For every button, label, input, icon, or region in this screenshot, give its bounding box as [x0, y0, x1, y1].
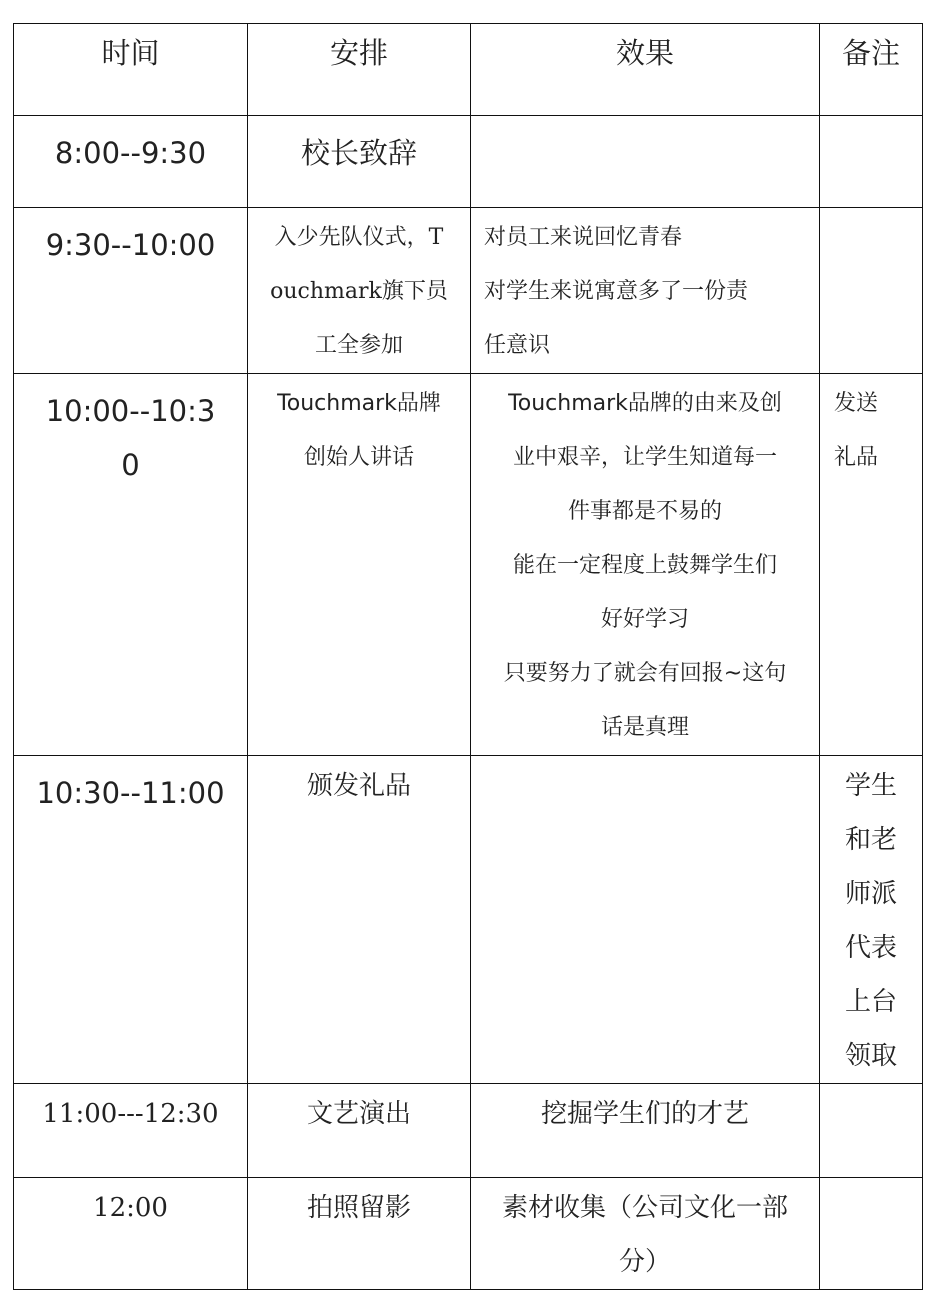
schedule-table: [13, 23, 923, 1290]
header-arrangement: 安排: [248, 24, 471, 116]
effect-line: 素材收集（公司文化一部: [501, 1193, 788, 1223]
note-char: 送: [856, 391, 879, 416]
time-text: 12:00: [93, 1193, 168, 1223]
note-char: 发: [834, 391, 857, 416]
time-text: 11:00---12:30: [42, 1099, 219, 1129]
time-line: 0: [121, 448, 140, 482]
effect-line: 对学生来说寓意多了一份责: [484, 279, 749, 304]
note-line: 代表: [844, 933, 897, 963]
table-row: [14, 116, 923, 208]
effect-cell: [471, 1084, 820, 1178]
effect-line: 能在一定程度上鼓舞学生们: [512, 553, 777, 578]
time-cell: [14, 1178, 248, 1290]
note-cell: [820, 208, 923, 374]
effect-line: 件事都是不易的: [567, 499, 722, 524]
arrangement-cell: [248, 1084, 471, 1178]
effect-line: 挖掘学生们的才艺: [540, 1099, 749, 1129]
note-cell: [820, 1084, 923, 1178]
arrangement-cell: [248, 1178, 471, 1290]
effect-cell: [471, 374, 820, 756]
table-header-row: [14, 24, 923, 116]
effect-cell: [471, 756, 820, 1084]
time-cell: [14, 116, 248, 208]
note-line: 领取: [844, 1041, 897, 1071]
table-row: [14, 1178, 923, 1290]
time-cell: [14, 374, 248, 756]
time-cell: [14, 1084, 248, 1178]
arrangement-line: 入少先队仪式，T: [274, 225, 444, 250]
header-time: 时间: [14, 24, 248, 116]
arrangement-cell: [248, 208, 471, 374]
effect-line: 对员工来说回忆青春: [484, 225, 683, 250]
note-line: 礼品: [834, 445, 879, 470]
note-cell: [820, 374, 923, 756]
arrangement-text: 拍照留影: [306, 1193, 411, 1223]
table-row: [14, 756, 923, 1084]
note-cell: [820, 756, 923, 1084]
time-cell: [14, 756, 248, 1084]
arrangement-cell: [248, 116, 471, 208]
schedule-sheet: [13, 23, 923, 1290]
arrangement-text: 文艺演出: [306, 1099, 411, 1129]
arrangement-cell: [248, 756, 471, 1084]
table-row: [14, 374, 923, 756]
arrangement-text: 校长致辞: [300, 136, 417, 170]
header-note: 备注: [820, 24, 923, 116]
effect-line: 任意识: [484, 333, 551, 358]
table-row: [14, 208, 923, 374]
note-line: 上台: [844, 987, 897, 1017]
effect-cell: [471, 208, 820, 374]
time-text: 8:00--9:30: [54, 136, 207, 170]
table-row: [14, 1084, 923, 1178]
arrangement-line: Touchmark品牌: [277, 391, 441, 416]
effect-cell: [471, 116, 820, 208]
effect-line: 业中艰辛，让学生知道每一: [512, 445, 777, 470]
time-text: 10:30--11:00: [36, 776, 225, 810]
time-cell: [14, 208, 248, 374]
note-line: 学生: [844, 771, 897, 801]
time-text: 9:30--10:00: [45, 228, 216, 262]
note-line: 师派: [844, 879, 897, 909]
arrangement-text: 颁发礼品: [306, 771, 411, 801]
effect-line: 只要努力了就会有回报~这句: [503, 661, 787, 686]
arrangement-line: 创始人讲话: [303, 445, 414, 470]
header-effect: 效果: [471, 24, 820, 116]
note-line: [834, 377, 906, 431]
arrangement-cell: [248, 374, 471, 756]
note-line: 和老: [844, 825, 897, 855]
arrangement-line: ouchmark旗下员: [270, 279, 448, 304]
effect-line: 好好学习: [600, 607, 689, 632]
effect-line: 话是真理: [600, 715, 689, 740]
note-cell: [820, 1178, 923, 1290]
effect-line: Touchmark品牌的由来及创: [508, 391, 782, 416]
effect-line: 分）: [618, 1247, 671, 1277]
time-line: 10:00--10:3: [45, 394, 216, 428]
arrangement-line: 工全参加: [314, 333, 403, 358]
note-cell: [820, 116, 923, 208]
effect-cell: [471, 1178, 820, 1290]
